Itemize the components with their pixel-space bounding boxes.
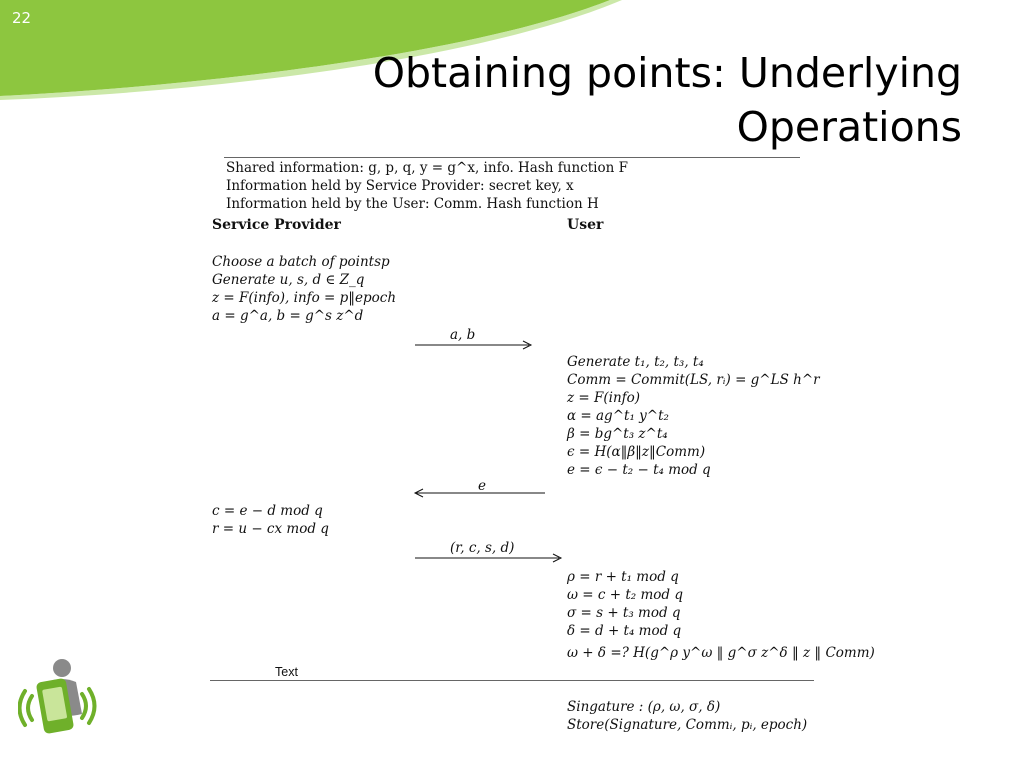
sp-step: a = g^a, b = g^s z^d bbox=[212, 308, 364, 324]
user-step: Comm = Commit(LS, rᵢ) = g^LS h^r bbox=[567, 372, 820, 388]
arrow-left-2 bbox=[413, 488, 549, 498]
top-rule bbox=[224, 157, 800, 158]
sp-step: r = u − cx mod q bbox=[212, 521, 329, 537]
title-line-2: Operations bbox=[736, 103, 962, 151]
user-step: e = ϵ − t₂ − t₄ mod q bbox=[567, 462, 711, 478]
message-1-label: a, b bbox=[450, 327, 476, 343]
arrow-right-3 bbox=[415, 553, 565, 563]
user-step: β = bg^t₃ z^t₄ bbox=[567, 426, 668, 442]
sp-step: c = e − d mod q bbox=[212, 503, 323, 519]
user-info-line: Information held by the User: Comm. Hash function H bbox=[226, 196, 599, 212]
user-step: ϵ = H(α‖β‖z‖Comm) bbox=[567, 444, 706, 460]
arrow-right-1 bbox=[415, 340, 535, 350]
party-user: User bbox=[567, 217, 604, 233]
sp-info-line: Information held by Service Provider: secret key, x bbox=[226, 178, 574, 194]
user-step: z = F(info) bbox=[567, 390, 641, 406]
sp-step: Generate u, s, d ∈ Z_q bbox=[212, 272, 365, 288]
user-step: ω = c + t₂ mod q bbox=[567, 587, 683, 603]
sp-step: z = F(info), info = p‖epoch bbox=[212, 290, 397, 306]
message-2-label: e bbox=[478, 478, 486, 494]
final-step: Store(Signature, Commᵢ, pᵢ, epoch) bbox=[567, 717, 808, 733]
title-line-1: Obtaining points: Underlying bbox=[372, 49, 962, 97]
party-service-provider: Service Provider bbox=[212, 217, 341, 233]
slide-number: 22 bbox=[12, 9, 32, 27]
user-step: ρ = r + t₁ mod q bbox=[567, 569, 679, 585]
user-step: σ = s + t₃ mod q bbox=[567, 605, 681, 621]
user-step: δ = d + t₄ mod q bbox=[567, 623, 682, 639]
message-3-label: (r, c, s, d) bbox=[450, 540, 515, 556]
user-step: ω + δ =? H(g^ρ y^ω ‖ g^σ z^δ ‖ z ‖ Comm) bbox=[567, 645, 875, 661]
mobile-user-logo bbox=[18, 656, 98, 746]
user-step: Generate t₁, t₂, t₃, t₄ bbox=[567, 354, 704, 370]
sp-step: Choose a batch of pointsp bbox=[212, 254, 390, 270]
shared-info-line: Shared information: g, p, q, y = g^x, info. Hash function F bbox=[226, 160, 628, 176]
user-step: α = ag^t₁ y^t₂ bbox=[567, 408, 669, 424]
final-step: Singature : (ρ, ω, σ, δ) bbox=[567, 699, 721, 715]
divider-rule bbox=[210, 680, 814, 681]
text-label: Text bbox=[275, 665, 298, 679]
